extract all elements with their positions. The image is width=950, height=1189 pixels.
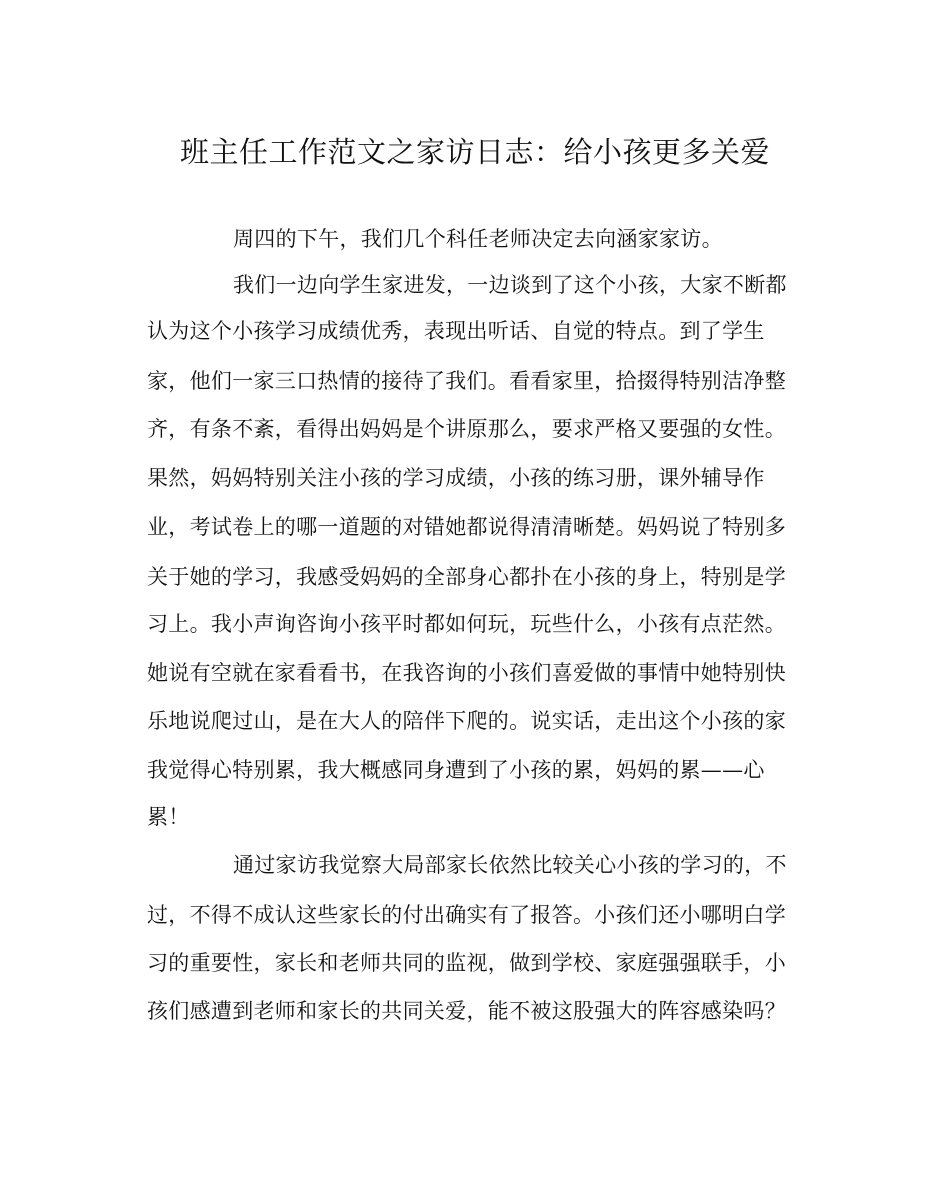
paragraph-3-line-2: 过，不得不成认这些家长的付出确实有了报答。小孩们还小哪明白学 [147, 903, 786, 927]
paragraph-3-line-3: 习的重要性，家长和老师共同的监视，做到学校、家庭强强联手，小 [147, 951, 786, 975]
document-title: 班主任工作范文之家访日志：给小孩更多关爱 [179, 135, 770, 169]
paragraph-2-line-6: 业，考试卷上的哪一道题的对错她都说得清清晰楚。妈妈说了特别多 [147, 515, 786, 539]
paragraph-3-line-4: 孩们感遭到老师和家长的共同关爱，能不被这股强大的阵容感染吗？ [147, 999, 786, 1023]
paragraph-2-line-1: 我们一边向学生家进发，一边谈到了这个小孩，大家不断都 [233, 273, 787, 297]
paragraph-2-line-5: 果然，妈妈特别关注小孩的学习成绩，小孩的练习册，课外辅导作 [147, 466, 765, 490]
paragraph-3-line-1: 通过家访我觉察大局部家长依然比较关心小孩的学习的，不 [233, 853, 787, 877]
paragraph-2-line-8: 习上。我小声询咨询小孩平时都如何玩，玩些什么，小孩有点茫然。 [147, 612, 786, 636]
paragraph-2-line-12: 累！ [147, 805, 190, 829]
paragraph-2-line-3: 家，他们一家三口热情的接待了我们。看看家里，拾掇得特别洁净整 [147, 369, 786, 393]
paragraph-2-line-9: 她说有空就在家看看书，在我咨询的小孩们喜爱做的事情中她特别快 [147, 661, 786, 685]
paragraph-2-line-7: 关于她的学习，我感受妈妈的全部身心都扑在小孩的身上，特别是学 [147, 565, 786, 589]
paragraph-2-line-2: 认为这个小孩学习成绩优秀，表现出听话、自觉的特点。到了学生 [147, 319, 765, 343]
paragraph-2-line-4: 齐，有条不紊，看得出妈妈是个讲原那么，要求严格又要强的女性。 [147, 417, 786, 441]
paragraph-2-line-10: 乐地说爬过山，是在大人的陪伴下爬的。说实话，走出这个小孩的家 [147, 709, 786, 733]
paragraph-2-line-11: 我觉得心特别累，我大概感同身遭到了小孩的累，妈妈的累——心 [147, 758, 765, 782]
paragraph-1-line-1: 周四的下午，我们几个科任老师决定去向涵家家访。 [233, 227, 723, 251]
